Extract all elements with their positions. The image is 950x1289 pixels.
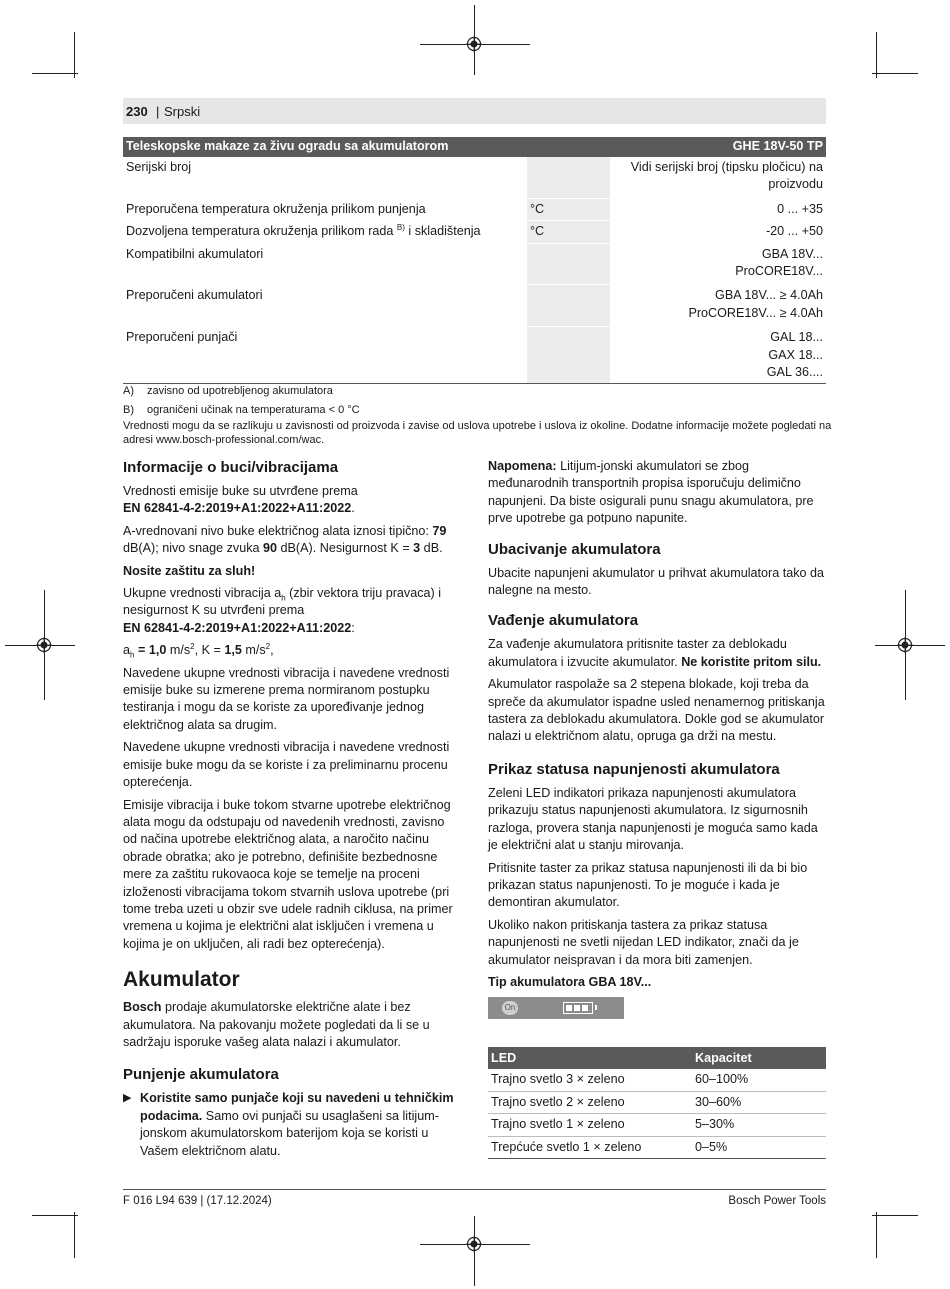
brand: Bosch [123,1000,162,1015]
subscript: h [281,593,286,603]
table-row [123,221,826,243]
text: , K = [194,643,225,658]
spec-value-line: proizvodu [768,177,823,192]
footnote [123,384,333,398]
page-number: 230 [126,104,148,119]
spec-note [123,419,831,447]
text: = [134,643,149,658]
table-row [123,327,826,384]
footnote [123,403,360,417]
spec-note-line: Vrednosti mogu da se razlikuju u zavisnosti od proizvoda i zavise od uslova upotrebe i uslova iz okoline. Dodatne informacije možete pogledati na [123,420,832,432]
spec-value-line: ProCORE18V... [735,264,823,279]
on-button[interactable]: On [502,1001,518,1015]
registration-mark-icon [36,637,52,653]
spec-value-line: GAL 18... [770,330,823,345]
paragraph: Navedene ukupne vrednosti vibracija i navedene vrednosti emisije buke mogu da se koriste i za preliminarnu procenu opterećenja. [123,740,450,790]
crop-mark [872,1215,918,1216]
value: 79 [432,523,447,538]
spec-value [610,243,826,285]
spec-label: Kompatibilni akumulatori [123,243,527,285]
text: . [351,501,355,516]
value: 1,5 [224,643,242,658]
led-state: Trepćuće svetlo 1 × zeleno [488,1136,692,1158]
battery-indicator [488,997,624,1019]
crop-mark [74,32,75,78]
header-separator: | [156,104,160,119]
right-column [488,458,826,1159]
text: A-vrednovani nivo buke električnog alata iznosi tipično: [123,523,433,538]
spec-unit: °C [527,221,610,243]
noise-values [123,523,461,558]
standard-ref: EN 62841-4-2:2019+A1:2022+A11:2022 [123,501,352,516]
text: (zbir vektora triju pravaca) i nesigurnost K su utvrđeni prema [123,586,442,618]
text: Samo ovi punjači su usaglašeni sa litijum-jonskom akumulatorskom baterijom koja se koristi u Vašem električnom alatu. [140,1108,439,1158]
spec-note-line: adresi www.bosch-professional.com/wac. [123,434,325,446]
table-row [488,1136,826,1158]
text: : [351,620,355,635]
spec-unit: °C [527,198,610,220]
crop-mark [74,1212,75,1258]
brand-footer: Bosch Power Tools [728,1195,826,1207]
text: dB(A). Nesigurnost K = [277,541,414,556]
vibration-paragraph [123,585,461,637]
text: Koristite samo punjače koji su navedeni u tehničkim podacima. [140,1091,454,1123]
capacity: 5–30% [692,1114,826,1136]
spec-label-tail: i skladištenja [404,224,481,239]
table-row [488,1091,826,1113]
page-footer [123,1189,826,1210]
paragraph [488,636,826,671]
value: 3 [413,541,421,556]
superscript: 2 [190,642,195,652]
crop-mark [32,73,78,74]
page-header [123,98,826,124]
spec-value [610,285,826,327]
text: Ukupne vrednosti vibracija a [123,586,282,601]
table-row [123,198,826,220]
spec-value-line: ProCORE18V... ≥ 4.0Ah [688,305,823,320]
crop-mark [876,32,877,78]
spec-value-line: GBA 18V... ≥ 4.0Ah [715,288,823,303]
paragraph: Pritisnite taster za prikaz statusa napunjenosti ili da bi bio prikazan status napunjenosti. To je moguće i kada je demontiran akumulator. [488,860,808,910]
text: Litijum-jonski akumulatori se zbog međunarodnih transportnih propisa isporučuju delimično napunjeni. Da biste osigurali punu snagu akumulatora, pre prve upotrebe ga potpuno napunite. [488,459,814,526]
spec-value: -20 ... +50 [610,221,826,243]
footnote-text: ograničeni učinak na temperaturama < 0 °C [147,404,360,416]
text: Ne koristite pritom silu. [681,654,822,669]
text: prodaje akumulatorske električne alate i bez akumulatora. Na pakovanju možete pogledati da li se u sadržaju isporuke vašeg alata nalazi i akumulator. [123,1000,430,1049]
spec-value-line: Vidi serijski broj (tipsku pločicu) na [630,160,823,174]
paragraph [123,999,461,1051]
page-language: Srpski [164,104,201,119]
value: 90 [263,541,278,556]
doc-id: F 016 L94 639 | (17.12.2024) [123,1195,272,1207]
table-row [488,1069,826,1091]
spec-unit [527,327,610,384]
paragraph: Akumulator raspolaže sa 2 stepena blokade, koji treba da spreče da akumulator ispadne usled nenamernog pritiskanja tastera za deblokadu akumulatora. Dokle god se akumulator nalazi u električnom alatu, opruga ga drži na mestu. [488,677,825,744]
led-table-header [488,1047,826,1069]
unit: m/s [241,643,266,658]
vibration-values [123,642,461,659]
text: a [123,643,131,658]
spec-table [123,137,826,384]
noise-heading: Informacije o buci/vibracijama [123,459,339,476]
paragraph: Emisije vibracija i buke tokom stvarne upotrebe električnog alata mogu da odstupaju od navedenih vrednosti, zavisno od načina upotrebe električnog alata, a naročito načinu obrade obratka; ako je potrebno, definišite bezbednosne mere za zaštitu rukovaoca koje se temelje na proceni izloženosti vibracijama tokom stvarnih uslova upotrebe (pri tome treba uzeti u obzir sve udele radnih ciklusa, na primer vremena u kojima je električni alat isključen i vremena u kojima je on uključen, ali radi bez opterećenja). [123,797,453,951]
spec-value [610,327,826,384]
led-state: Trajno svetlo 2 × zeleno [488,1091,692,1113]
led-state: Trajno svetlo 3 × zeleno [488,1069,692,1091]
text: Vrednosti emisije buke su utvrđene prema [123,484,358,498]
table-row [488,1114,826,1136]
crop-mark [32,1215,78,1216]
footnote-ref: B) [396,223,405,233]
spec-value [610,157,826,198]
capacity: 30–60% [692,1091,826,1113]
akumulator-heading: Akumulator [123,968,240,992]
capacity: 0–5% [692,1136,826,1158]
footnote-key: A) [123,385,134,397]
value: 1,0 [148,643,167,658]
spec-unit [527,157,610,198]
column-header: Kapacitet [692,1047,826,1069]
spec-unit [527,243,610,285]
spec-label [123,221,527,243]
table-row [123,243,826,285]
spec-unit [527,285,610,327]
capacity: 60–100% [692,1069,826,1091]
paragraph: Ukoliko nakon pritiskanja tastera za prikaz statusa napunjenosti ne svetli nijedan LED indikator, znači da je akumulator neispravan i da mora biti zamenjen. [488,917,799,967]
text: Za vađenje akumulatora pritisnite taster za deblokadu akumulatora i izvucite akumulator. [488,637,787,669]
spec-label: Preporučena temperatura okruženja prilikom punjenja [123,198,527,220]
standard-ref: EN 62841-4-2:2019+A1:2022+A11:2022 [123,620,352,635]
hearing-protection-warning: Nosite zaštitu za sluh! [123,563,256,578]
note-label: Napomena: [488,459,557,473]
spec-label-text: Dozvoljena temperatura okruženja prilikom rada [126,224,394,239]
paragraph: Ubacite napunjeni akumulator u prihvat akumulatora tako da nalegne na mesto. [488,565,825,598]
charging-heading: Punjenje akumulatora [123,1066,279,1084]
text: dB. [420,541,443,556]
spec-value-line: GAL 36.... [766,365,823,380]
spec-model: GHE 18V-50 TP [610,137,826,157]
text: , [270,643,274,658]
battery-type-label: Tip akumulatora GBA 18V... [488,974,652,989]
led-table [488,1047,826,1159]
spec-table-header [123,137,826,157]
battery-tip [595,1005,597,1010]
crop-mark [872,73,918,74]
superscript: 2 [265,642,271,652]
paragraph: Zeleni LED indikatori prikaza napunjenosti akumulatora prikazuju status napunjenosti akumulatora. Iz sigurnosnih razloga, provera stanja napunjenosti je moguća samo kada je električni alat u stanju mirovanja. [488,785,818,853]
registration-mark-icon [466,36,482,52]
battery-level-icon [563,1002,593,1014]
registration-mark-icon [897,637,913,653]
bullet-item [123,1090,461,1160]
noise-paragraph [123,483,461,518]
spec-value-line: GAX 18... [768,347,823,362]
spec-value: 0 ... +35 [610,198,826,220]
spec-value-line: GBA 18V... [761,246,823,261]
registration-mark-icon [466,1236,482,1252]
note-paragraph [488,458,826,528]
spec-label: Preporučeni punjači [123,327,527,384]
subscript: h [130,650,135,660]
insert-heading: Ubacivanje akumulatora [488,540,661,558]
paragraph: Navedene ukupne vrednosti vibracija i navedene vrednosti emisije buke su izmerene prema normiranom postupku testiranja i mogu da se koriste za upoređivanje jednog električnog alata sa drugim. [123,665,450,732]
spec-label: Preporučeni akumulatori [123,285,527,327]
left-column [123,458,461,1165]
text: dB(A); nivo snage zvuka [123,541,264,556]
led-state: Trajno svetlo 1 × zeleno [488,1114,692,1136]
remove-heading: Vađenje akumulatora [488,612,639,630]
crop-mark [876,1212,877,1258]
footnote-text: zavisno od upotrebljenog akumulatora [147,385,333,397]
table-row [123,157,826,198]
spec-label: Serijski broj [123,157,527,198]
column-header: LED [488,1047,692,1069]
table-row [123,285,826,327]
bullet-arrow-icon: ▶ [123,1092,132,1105]
status-heading: Prikaz statusa napunjenosti akumulatora [488,760,780,778]
footnote-key: B) [123,404,134,416]
spec-title: Teleskopske makaze za živu ogradu sa akumulatorom [123,137,610,157]
unit: m/s [166,643,191,658]
